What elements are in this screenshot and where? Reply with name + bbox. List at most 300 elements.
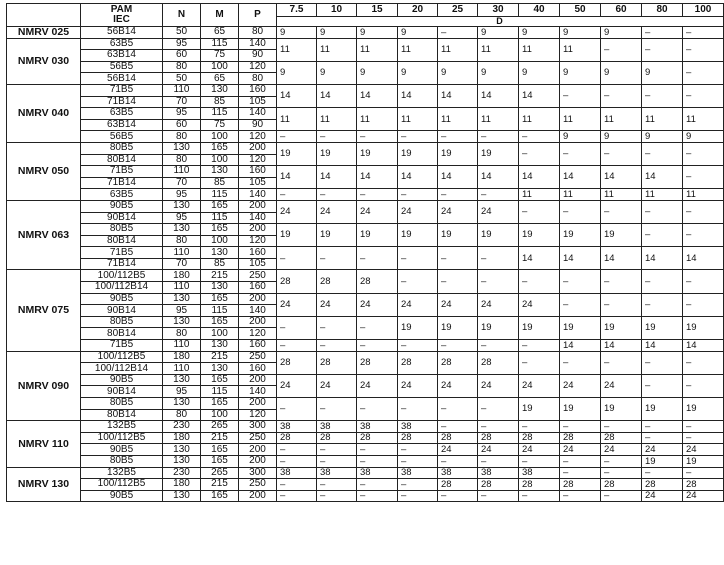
shaft-diameter-cell: 11 (277, 108, 317, 131)
shaft-diameter-cell: 19 (642, 455, 683, 467)
dim-n: 60 (163, 50, 201, 62)
shaft-diameter-cell: – (398, 270, 438, 293)
dim-m: 165 (201, 455, 239, 467)
dim-p: 250 (239, 351, 277, 363)
dim-m: 115 (201, 38, 239, 50)
shaft-diameter-cell: 11 (560, 108, 601, 131)
header-ratio: 50 (560, 4, 601, 17)
shaft-diameter-cell: 24 (357, 200, 398, 223)
shaft-diameter-cell: 9 (601, 131, 642, 143)
shaft-diameter-cell: 28 (398, 432, 438, 444)
shaft-diameter-cell: – (601, 270, 642, 293)
shaft-diameter-cell: 14 (398, 84, 438, 107)
shaft-diameter-cell: 14 (317, 166, 357, 189)
dim-n: 130 (163, 444, 201, 456)
pam-code: 132B5 (81, 467, 163, 479)
shaft-diameter-cell: 19 (478, 142, 519, 165)
shaft-diameter-cell: 14 (601, 247, 642, 270)
dim-n: 50 (163, 27, 201, 39)
header-ratio: 7.5 (277, 4, 317, 17)
shaft-diameter-cell: 19 (277, 224, 317, 247)
dim-p: 120 (239, 131, 277, 143)
dim-n: 95 (163, 305, 201, 317)
shaft-diameter-cell: 14 (560, 166, 601, 189)
dim-m: 130 (201, 340, 239, 352)
pam-code: 100/112B5 (81, 270, 163, 282)
shaft-diameter-cell: – (398, 398, 438, 421)
table-row (7, 224, 724, 236)
dim-p: 200 (239, 490, 277, 502)
header-n: N (163, 4, 201, 27)
table-row (7, 479, 724, 491)
dim-n: 110 (163, 84, 201, 96)
pam-code: 90B5 (81, 200, 163, 212)
dim-n: 95 (163, 189, 201, 201)
table-body (7, 27, 724, 502)
dim-n: 60 (163, 119, 201, 131)
dim-m: 100 (201, 154, 239, 166)
table-row (7, 142, 724, 154)
dim-m: 115 (201, 189, 239, 201)
dim-p: 200 (239, 374, 277, 386)
shaft-diameter-cell: 19 (683, 398, 724, 421)
shaft-diameter-cell: – (683, 293, 724, 316)
shaft-diameter-cell: 28 (357, 351, 398, 374)
shaft-diameter-cell: – (683, 224, 724, 247)
shaft-diameter-cell: – (438, 27, 478, 39)
shaft-diameter-cell: – (438, 490, 478, 502)
shaft-diameter-cell: – (519, 131, 560, 143)
shaft-diameter-cell: 28 (519, 479, 560, 491)
header-pam-line1: PAM (110, 3, 133, 15)
shaft-diameter-cell: – (277, 398, 317, 421)
dim-m: 85 (201, 96, 239, 108)
pam-code: 90B14 (81, 212, 163, 224)
dim-p: 200 (239, 142, 277, 154)
shaft-diameter-cell: – (683, 374, 724, 397)
header-ratio: 10 (317, 4, 357, 17)
pam-code: 80B5 (81, 224, 163, 236)
shaft-diameter-cell: 24 (601, 374, 642, 397)
shaft-diameter-cell: 14 (642, 247, 683, 270)
dim-m: 100 (201, 131, 239, 143)
shaft-diameter-cell: 14 (478, 166, 519, 189)
shaft-diameter-cell: – (642, 270, 683, 293)
shaft-diameter-cell: 11 (357, 108, 398, 131)
shaft-diameter-cell: – (683, 270, 724, 293)
shaft-diameter-cell: – (642, 467, 683, 479)
shaft-diameter-cell: 38 (519, 467, 560, 479)
dim-m: 100 (201, 235, 239, 247)
shaft-diameter-cell: 28 (438, 351, 478, 374)
dim-m: 165 (201, 293, 239, 305)
dim-m: 130 (201, 84, 239, 96)
shaft-diameter-cell: 9 (560, 27, 601, 39)
shaft-diameter-cell: – (642, 38, 683, 61)
dim-p: 250 (239, 479, 277, 491)
dim-m: 165 (201, 444, 239, 456)
pam-code: 100/112B14 (81, 282, 163, 294)
shaft-diameter-cell: 24 (519, 374, 560, 397)
shaft-diameter-cell: 11 (683, 189, 724, 201)
shaft-diameter-cell: 24 (317, 374, 357, 397)
dim-m: 215 (201, 432, 239, 444)
shaft-diameter-cell: – (601, 84, 642, 107)
shaft-diameter-cell: – (683, 432, 724, 444)
shaft-diameter-cell: – (317, 247, 357, 270)
shaft-diameter-cell: 28 (642, 479, 683, 491)
shaft-diameter-cell: 14 (438, 166, 478, 189)
shaft-diameter-cell: – (317, 340, 357, 352)
model-name: NMRV 075 (7, 270, 81, 351)
shaft-diameter-cell: 9 (560, 61, 601, 84)
shaft-diameter-cell: 38 (317, 467, 357, 479)
header-model-blank (7, 4, 81, 27)
shaft-diameter-cell: – (642, 293, 683, 316)
shaft-diameter-cell: 11 (560, 189, 601, 201)
shaft-diameter-cell: – (683, 200, 724, 223)
model-name: NMRV 130 (7, 467, 81, 502)
header-ratio: 40 (519, 4, 560, 17)
pam-code: 56B5 (81, 131, 163, 143)
pam-code: 80B14 (81, 235, 163, 247)
dim-m: 130 (201, 166, 239, 178)
dim-n: 95 (163, 38, 201, 50)
dim-m: 75 (201, 119, 239, 131)
shaft-diameter-cell: 24 (317, 200, 357, 223)
dim-p: 90 (239, 119, 277, 131)
shaft-diameter-cell: 24 (519, 444, 560, 456)
shaft-diameter-cell: 14 (398, 166, 438, 189)
shaft-diameter-cell: – (277, 490, 317, 502)
dim-p: 200 (239, 455, 277, 467)
header-ratio: 80 (642, 4, 683, 17)
shaft-diameter-cell: 19 (642, 316, 683, 339)
shaft-diameter-cell: 9 (317, 27, 357, 39)
shaft-diameter-cell: – (277, 316, 317, 339)
shaft-diameter-cell: – (560, 455, 601, 467)
shaft-diameter-cell: 24 (560, 374, 601, 397)
dim-p: 140 (239, 386, 277, 398)
dim-n: 130 (163, 200, 201, 212)
shaft-diameter-cell: 24 (560, 444, 601, 456)
shaft-diameter-cell: 14 (357, 166, 398, 189)
shaft-diameter-cell: – (398, 444, 438, 456)
shaft-diameter-cell: – (277, 479, 317, 491)
shaft-diameter-cell: 11 (317, 108, 357, 131)
shaft-diameter-cell: – (560, 200, 601, 223)
dim-m: 75 (201, 50, 239, 62)
pam-code: 71B14 (81, 258, 163, 270)
dim-m: 100 (201, 328, 239, 340)
shaft-diameter-cell: 9 (642, 61, 683, 84)
shaft-diameter-cell: – (642, 374, 683, 397)
shaft-diameter-cell: 38 (357, 421, 398, 433)
dim-m: 65 (201, 27, 239, 39)
header-ratio: 60 (601, 4, 642, 17)
dim-m: 85 (201, 258, 239, 270)
dim-n: 130 (163, 316, 201, 328)
shaft-diameter-cell: – (277, 444, 317, 456)
shaft-diameter-cell: 14 (560, 340, 601, 352)
shaft-diameter-cell: – (357, 398, 398, 421)
header-ratio: 15 (357, 4, 398, 17)
pam-code: 90B5 (81, 374, 163, 386)
dim-n: 180 (163, 479, 201, 491)
shaft-diameter-cell: – (683, 351, 724, 374)
shaft-diameter-cell: 14 (683, 247, 724, 270)
shaft-diameter-cell: – (438, 247, 478, 270)
shaft-diameter-cell: 28 (478, 479, 519, 491)
dim-p: 120 (239, 61, 277, 73)
shaft-diameter-cell: – (601, 467, 642, 479)
table-row (7, 316, 724, 328)
shaft-diameter-cell: 24 (277, 293, 317, 316)
dim-m: 165 (201, 398, 239, 410)
dim-m: 215 (201, 351, 239, 363)
shaft-diameter-cell: 14 (601, 166, 642, 189)
dim-p: 200 (239, 293, 277, 305)
shaft-diameter-cell: 9 (357, 61, 398, 84)
shaft-diameter-cell: – (683, 84, 724, 107)
shaft-diameter-cell: – (642, 142, 683, 165)
shaft-diameter-cell: – (642, 200, 683, 223)
shaft-diameter-cell: – (398, 189, 438, 201)
shaft-diameter-cell: – (601, 142, 642, 165)
shaft-diameter-cell: 28 (560, 479, 601, 491)
shaft-diameter-cell: – (357, 316, 398, 339)
dim-n: 130 (163, 374, 201, 386)
pam-code: 71B14 (81, 96, 163, 108)
pam-code: 90B5 (81, 293, 163, 305)
shaft-diameter-cell: 38 (438, 467, 478, 479)
dim-n: 230 (163, 421, 201, 433)
shaft-diameter-cell: – (478, 131, 519, 143)
shaft-diameter-cell: – (398, 247, 438, 270)
dim-p: 200 (239, 444, 277, 456)
dim-p: 140 (239, 38, 277, 50)
table-row (7, 432, 724, 444)
dim-n: 50 (163, 73, 201, 85)
model-name: NMRV 025 (7, 27, 81, 39)
shaft-diameter-cell: 14 (519, 166, 560, 189)
dim-p: 160 (239, 247, 277, 259)
shaft-diameter-cell: 19 (438, 224, 478, 247)
dim-p: 160 (239, 340, 277, 352)
header-ratio: 20 (398, 4, 438, 17)
header-ratio: 25 (438, 4, 478, 17)
dim-p: 80 (239, 27, 277, 39)
dim-m: 130 (201, 247, 239, 259)
dim-p: 160 (239, 84, 277, 96)
shaft-diameter-cell: 9 (560, 131, 601, 143)
shaft-diameter-cell: – (642, 421, 683, 433)
shaft-diameter-cell: 11 (317, 38, 357, 61)
shaft-diameter-cell: 19 (601, 398, 642, 421)
dim-m: 115 (201, 305, 239, 317)
dim-n: 130 (163, 224, 201, 236)
shaft-diameter-cell: – (642, 351, 683, 374)
pam-code: 90B14 (81, 305, 163, 317)
shaft-diameter-cell: 9 (277, 27, 317, 39)
dim-n: 130 (163, 490, 201, 502)
dim-m: 265 (201, 421, 239, 433)
dim-p: 90 (239, 50, 277, 62)
dim-m: 215 (201, 479, 239, 491)
shaft-diameter-cell: 11 (478, 38, 519, 61)
dim-p: 140 (239, 212, 277, 224)
shaft-diameter-cell: – (519, 490, 560, 502)
shaft-diameter-cell: 11 (642, 189, 683, 201)
dim-n: 80 (163, 131, 201, 143)
shaft-diameter-cell: 11 (357, 38, 398, 61)
model-name: NMRV 050 (7, 142, 81, 200)
shaft-diameter-cell: – (560, 421, 601, 433)
header-d-label: D (277, 17, 724, 27)
pam-code: 90B5 (81, 490, 163, 502)
shaft-diameter-cell: 19 (398, 316, 438, 339)
shaft-diameter-cell: 24 (478, 200, 519, 223)
dim-n: 180 (163, 351, 201, 363)
dim-p: 200 (239, 200, 277, 212)
pam-code: 63B5 (81, 108, 163, 120)
shaft-diameter-cell: – (357, 247, 398, 270)
dim-p: 200 (239, 398, 277, 410)
pam-code: 56B14 (81, 73, 163, 85)
shaft-diameter-cell: 14 (478, 84, 519, 107)
shaft-diameter-cell: – (560, 84, 601, 107)
pam-code: 80B5 (81, 398, 163, 410)
dim-n: 95 (163, 108, 201, 120)
shaft-diameter-cell: 24 (317, 293, 357, 316)
header-ratio: 100 (683, 4, 724, 17)
model-name: NMRV 090 (7, 351, 81, 421)
dim-m: 165 (201, 490, 239, 502)
shaft-diameter-cell: 14 (642, 166, 683, 189)
shaft-diameter-cell: – (478, 398, 519, 421)
dim-n: 130 (163, 455, 201, 467)
shaft-diameter-cell: – (519, 340, 560, 352)
shaft-diameter-cell: – (478, 270, 519, 293)
shaft-diameter-cell: 19 (317, 142, 357, 165)
shaft-diameter-cell: 24 (478, 444, 519, 456)
shaft-diameter-cell: 19 (601, 224, 642, 247)
shaft-diameter-cell: 14 (519, 84, 560, 107)
pam-code: 63B5 (81, 189, 163, 201)
shaft-diameter-cell: – (560, 490, 601, 502)
shaft-diameter-cell: – (519, 421, 560, 433)
shaft-diameter-cell: – (357, 131, 398, 143)
shaft-diameter-cell: 9 (438, 61, 478, 84)
dim-p: 105 (239, 258, 277, 270)
shaft-diameter-cell: – (357, 189, 398, 201)
table-row (7, 38, 724, 50)
shaft-diameter-cell: 24 (277, 200, 317, 223)
dim-p: 120 (239, 328, 277, 340)
shaft-diameter-cell: 24 (357, 293, 398, 316)
pam-code: 80B5 (81, 142, 163, 154)
shaft-diameter-cell: 28 (438, 432, 478, 444)
shaft-diameter-cell: 24 (601, 444, 642, 456)
shaft-diameter-cell: – (519, 351, 560, 374)
shaft-diameter-cell: – (601, 490, 642, 502)
shaft-diameter-cell: – (317, 131, 357, 143)
shaft-diameter-cell: 24 (398, 200, 438, 223)
shaft-diameter-cell: 11 (519, 38, 560, 61)
shaft-diameter-cell: 9 (398, 61, 438, 84)
shaft-diameter-cell: 19 (560, 316, 601, 339)
shaft-diameter-cell: 9 (519, 27, 560, 39)
shaft-diameter-cell: 19 (357, 224, 398, 247)
table-row (7, 84, 724, 96)
dim-m: 165 (201, 224, 239, 236)
shaft-diameter-cell: – (683, 61, 724, 84)
pam-code: 90B14 (81, 386, 163, 398)
pam-code: 71B5 (81, 166, 163, 178)
shaft-diameter-cell: 11 (519, 189, 560, 201)
shaft-diameter-cell: 24 (438, 374, 478, 397)
dim-n: 130 (163, 398, 201, 410)
dim-m: 265 (201, 467, 239, 479)
shaft-diameter-cell: 28 (601, 432, 642, 444)
shaft-diameter-cell: 9 (317, 61, 357, 84)
shaft-diameter-cell: 9 (601, 61, 642, 84)
shaft-diameter-cell: – (398, 340, 438, 352)
dim-n: 80 (163, 409, 201, 421)
dim-p: 105 (239, 177, 277, 189)
pam-code: 80B14 (81, 154, 163, 166)
shaft-diameter-cell: – (317, 455, 357, 467)
pam-code: 80B14 (81, 328, 163, 340)
pam-code: 100/112B5 (81, 432, 163, 444)
shaft-diameter-cell: 9 (398, 27, 438, 39)
dim-m: 100 (201, 61, 239, 73)
shaft-diameter-cell: 24 (642, 444, 683, 456)
shaft-diameter-cell: – (601, 421, 642, 433)
shaft-diameter-cell: 11 (398, 38, 438, 61)
dim-n: 230 (163, 467, 201, 479)
dim-n: 110 (163, 166, 201, 178)
shaft-diameter-cell: – (683, 421, 724, 433)
shaft-diameter-cell: 9 (519, 61, 560, 84)
table-row (7, 247, 724, 259)
shaft-diameter-cell: 38 (398, 467, 438, 479)
shaft-diameter-cell: – (277, 247, 317, 270)
shaft-diameter-cell: 14 (683, 340, 724, 352)
shaft-diameter-cell: – (642, 27, 683, 39)
dim-p: 80 (239, 73, 277, 85)
shaft-diameter-cell: 19 (478, 224, 519, 247)
table-row (7, 108, 724, 120)
dim-p: 120 (239, 235, 277, 247)
pam-code: 80B5 (81, 455, 163, 467)
shaft-diameter-cell: – (601, 200, 642, 223)
header-p: P (239, 4, 277, 27)
header-m: M (201, 4, 239, 27)
pam-code: 100/112B5 (81, 351, 163, 363)
shaft-diameter-cell: – (478, 189, 519, 201)
shaft-diameter-cell: 24 (438, 444, 478, 456)
shaft-diameter-cell: – (277, 189, 317, 201)
model-name: NMRV 040 (7, 84, 81, 142)
shaft-diameter-cell: – (357, 340, 398, 352)
shaft-diameter-cell: – (560, 351, 601, 374)
shaft-diameter-cell: 24 (478, 293, 519, 316)
dim-p: 200 (239, 316, 277, 328)
shaft-diameter-cell: 28 (519, 432, 560, 444)
pam-code: 63B14 (81, 50, 163, 62)
shaft-diameter-cell: – (560, 467, 601, 479)
